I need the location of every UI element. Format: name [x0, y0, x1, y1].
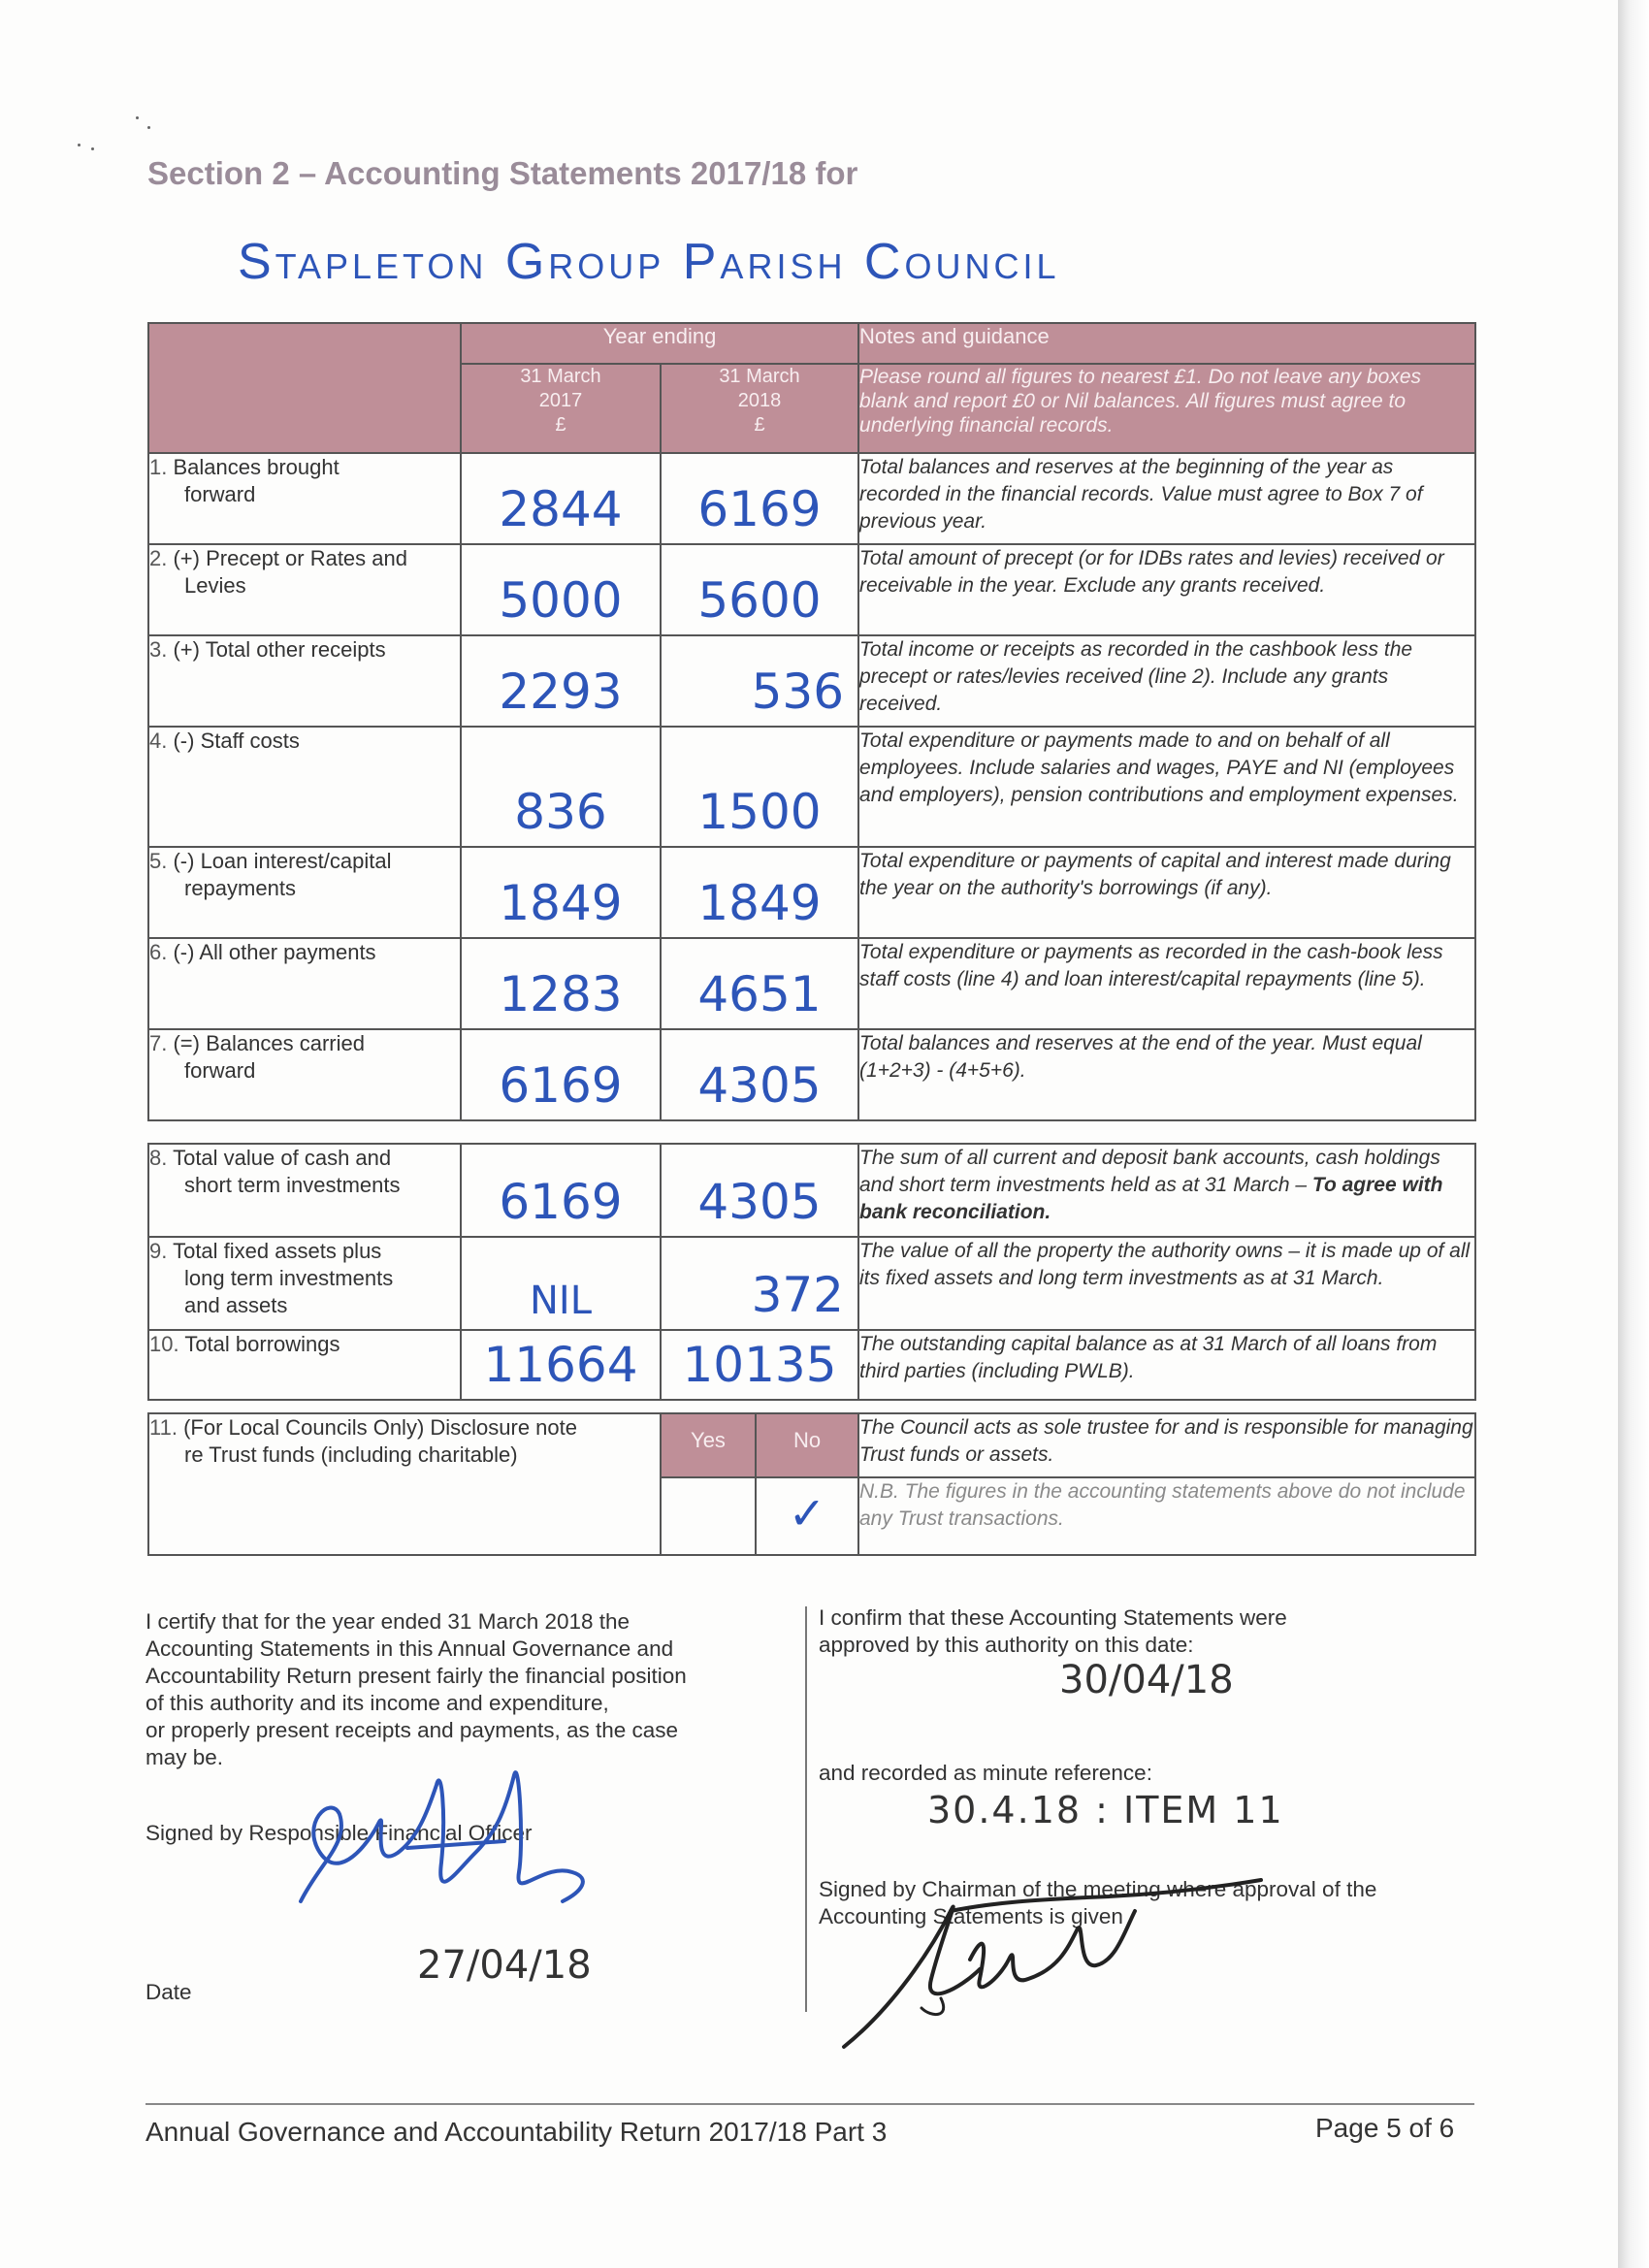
row-note: Total amount of precept (or for IDBs rates and levies) received or receivable in the year. Exclude any grants received. — [858, 544, 1475, 635]
row-note: Total balances and reserves at the end of the year. Must equal (1+2+3) - (4+5+6). — [858, 1029, 1475, 1120]
row-label — [148, 727, 461, 847]
council-name: Stapleton Group Parish Council — [238, 234, 1060, 290]
value-2018 — [661, 544, 858, 635]
value-2017 — [461, 938, 661, 1029]
value-text: 2293 — [499, 664, 623, 720]
value-2018 — [661, 1144, 858, 1237]
value-text: 5600 — [697, 572, 822, 629]
rfo-date-value: 27/04/18 — [417, 1943, 592, 1988]
rfo-signature — [281, 1756, 611, 1930]
row-note: Total income or receipts as recorded in the cashbook less the precept or rates/levies received (line 2). Include any grants received. — [858, 635, 1475, 727]
row-label-text: forward — [184, 1058, 256, 1083]
row-note: Total expenditure or payments made to and on behalf of all employees. Include salaries and wages, PAYE and NI (employees and employers), pension contributions and employment expenses. — [858, 727, 1475, 847]
table-row — [148, 1237, 1475, 1330]
table-row — [148, 727, 1475, 847]
row-label — [148, 1237, 461, 1330]
row-label-text: (+) Total other receipts — [173, 637, 386, 662]
row-number: 2. — [149, 546, 168, 570]
value-2017 — [461, 635, 661, 727]
row-note: The outstanding capital balance as at 31 March of all loans from third parties (including PWLB). — [858, 1330, 1475, 1400]
row-label — [148, 544, 461, 635]
row-note: Total expenditure or payments as recorded in the cash-book less staff costs (line 4) and loan interest/capital repayments (line 5). — [858, 938, 1475, 1029]
row-note-bold: To agree with bank reconciliation. — [859, 1174, 1443, 1223]
value-2018 — [661, 1330, 858, 1400]
value-text: 2844 — [499, 481, 623, 537]
row-note: Total balances and reserves at the beginning of the year as recorded in the financial records. Value must agree to Box 7 of previous year. — [858, 453, 1475, 544]
row-label — [148, 1144, 461, 1237]
trust-yes-header: Yes — [661, 1413, 756, 1477]
trust-note: The Council acts as sole trustee for and is responsible for managing Trust funds or assets. — [858, 1413, 1475, 1477]
row-label — [148, 938, 461, 1029]
trust-label — [148, 1413, 661, 1555]
rfo-signed-label: Signed by Responsible Financial Officer — [146, 1821, 533, 1845]
row-label-text: (=) Balances carried — [173, 1031, 365, 1055]
row-label-text: Total value of cash and — [173, 1146, 392, 1170]
value-2018 — [661, 727, 858, 847]
value-2018 — [661, 938, 858, 1029]
value-2017 — [461, 544, 661, 635]
row-number: 11. — [149, 1415, 178, 1440]
value-text: 5000 — [499, 572, 623, 629]
table-row — [148, 1144, 1475, 1237]
row-number: 5. — [149, 849, 168, 873]
certification-line: of this authority and its income and expenditure, — [146, 1691, 609, 1715]
header-col-2017-line1: 31 March — [520, 366, 601, 387]
header-year-ending: Year ending — [461, 323, 858, 364]
value-text: 1500 — [697, 784, 822, 840]
header-col-2017 — [461, 364, 661, 453]
date-label: Date — [146, 1980, 192, 2004]
certification-line: may be. — [146, 1745, 224, 1769]
trust-nb-note: N.B. The figures in the accounting statements above do not include any Trust transactions. — [858, 1477, 1475, 1555]
scan-edge — [1618, 0, 1649, 2268]
row-number: 10. — [149, 1332, 179, 1356]
row-label-text: forward — [184, 482, 256, 506]
row-label-text: (-) Loan interest/capital — [173, 849, 392, 873]
value-2017 — [461, 1144, 661, 1237]
value-text: 372 — [751, 1267, 844, 1323]
row-number: 7. — [149, 1031, 168, 1055]
table-row — [148, 938, 1475, 1029]
row-note — [858, 1144, 1475, 1237]
page-number: Page 5 of 6 — [1315, 2113, 1455, 2143]
value-text: 4305 — [697, 1057, 822, 1114]
table-row — [148, 847, 1475, 938]
row-label-text: Balances brought — [173, 455, 340, 479]
rfo-certification — [146, 1608, 766, 1771]
table-row — [148, 1029, 1475, 1120]
value-text: 6169 — [499, 1057, 623, 1114]
scan-speck — [136, 116, 139, 119]
value-2017 — [461, 727, 661, 847]
certification-line: Accountability Return present fairly the financial position — [146, 1664, 687, 1688]
row-note: Total expenditure or payments of capital and interest made during the year on the authority's borrowings (if any). — [858, 847, 1475, 938]
scan-speck — [91, 147, 94, 150]
row-number: 6. — [149, 940, 168, 964]
row-note-text: The sum of all current and deposit bank accounts, cash holdings and short term investments held as at 31 March – — [859, 1147, 1440, 1196]
certification-line: or properly present receipts and payments, as the case — [146, 1718, 679, 1742]
trust-no-checkmark-icon: ✓ — [756, 1477, 858, 1555]
table-row — [148, 1330, 1475, 1400]
accounting-statements-table — [147, 322, 1476, 1121]
table-row — [148, 453, 1475, 544]
row-number: 3. — [149, 637, 168, 662]
header-col-2018 — [661, 364, 858, 453]
row-label — [148, 1330, 461, 1400]
trust-no-header: No — [756, 1413, 858, 1477]
row-label-text: long term investments — [184, 1266, 394, 1290]
header-col-2018-line1: 31 March — [719, 366, 800, 387]
value-2017 — [461, 1029, 661, 1120]
table-row — [148, 635, 1475, 727]
confirmation-line: I confirm that these Accounting Statements were — [819, 1605, 1287, 1630]
row-label — [148, 453, 461, 544]
confirmation-line: approved by this authority on this date: — [819, 1633, 1194, 1657]
chairman-signed-line: Signed by Chairman of the meeting where approval of the — [819, 1877, 1377, 1901]
header-col-2017-line2: 2017 — [538, 390, 583, 411]
signature-divider — [805, 1606, 807, 2012]
row-number: 1. — [149, 455, 168, 479]
certification-line: I certify that for the year ended 31 March 2018 the — [146, 1609, 630, 1634]
chairman-signature — [834, 1872, 1290, 2057]
section-title: Section 2 – Accounting Statements 2017/18 for — [147, 155, 858, 191]
value-text: 1849 — [697, 875, 822, 931]
row-label — [148, 635, 461, 727]
scan-speck — [147, 126, 150, 129]
footer-title: Annual Governance and Accountability Return 2017/18 Part 3 — [146, 2117, 888, 2147]
value-2018 — [661, 635, 858, 727]
value-text: 4651 — [697, 966, 822, 1022]
row-label-text: (For Local Councils Only) Disclosure note — [183, 1415, 578, 1440]
value-text: 11664 — [483, 1337, 638, 1393]
row-label-text: (-) All other payments — [173, 940, 376, 964]
value-2018 — [661, 453, 858, 544]
value-2017 — [461, 1237, 661, 1330]
value-text: 6169 — [697, 481, 822, 537]
trust-funds-table — [147, 1412, 1476, 1556]
row-number: 4. — [149, 729, 168, 753]
row-number: 8. — [149, 1146, 168, 1170]
approval-confirmation — [819, 1604, 1287, 1659]
row-label — [148, 847, 461, 938]
value-text: 1849 — [499, 875, 623, 931]
value-2017 — [461, 847, 661, 938]
row-number: 9. — [149, 1239, 168, 1263]
scan-speck — [78, 144, 81, 146]
row-label-text: short term investments — [184, 1173, 401, 1197]
row-label-text: and assets — [184, 1293, 288, 1317]
header-blank-cell — [148, 323, 461, 453]
certification-line: Accounting Statements in this Annual Governance and — [146, 1636, 674, 1661]
row-label-text: Total borrowings — [184, 1332, 340, 1356]
footer-rule — [146, 2103, 1474, 2105]
row-label-text: (+) Precept or Rates and — [173, 546, 407, 570]
value-2018 — [661, 1029, 858, 1120]
chairman-signed-line: Accounting Statements is given — [819, 1904, 1123, 1928]
value-2017 — [461, 1330, 661, 1400]
value-text: 536 — [751, 664, 845, 720]
value-2018 — [661, 847, 858, 938]
value-text: 10135 — [682, 1337, 837, 1393]
assets-borrowings-table — [147, 1143, 1476, 1401]
row-label-text: re Trust funds (including charitable) — [184, 1442, 518, 1467]
table-row — [148, 544, 1475, 635]
minute-reference-value: 30.4.18 : ITEM 11 — [927, 1789, 1284, 1831]
minute-reference-label: and recorded as minute reference: — [819, 1761, 1152, 1785]
row-label — [148, 1029, 461, 1120]
value-text: 1283 — [499, 966, 623, 1022]
row-label-text: Total fixed assets plus — [173, 1239, 382, 1263]
approval-date-value: 30/04/18 — [1059, 1658, 1234, 1702]
header-col-2018-line2: 2018 — [737, 390, 782, 411]
row-label-text: Levies — [184, 573, 246, 598]
header-guidance: Please round all figures to nearest £1. Do not leave any boxes blank and report £0 or Nil balances. All figures must agree to underlying financial records. — [858, 364, 1475, 453]
row-label-text: (-) Staff costs — [173, 729, 300, 753]
value-text: NIL — [529, 1279, 592, 1323]
row-note: The value of all the property the authority owns – it is made up of all its fixed assets and long term investments as at 31 March. — [858, 1237, 1475, 1330]
value-text: 836 — [514, 784, 607, 840]
trust-yes-box — [661, 1477, 756, 1555]
value-text: 6169 — [499, 1174, 623, 1230]
value-2018 — [661, 1237, 858, 1330]
header-col-2017-line3: £ — [555, 414, 566, 436]
header-notes: Notes and guidance — [858, 323, 1475, 364]
row-label-text: repayments — [184, 876, 296, 900]
value-text: 4305 — [697, 1174, 822, 1230]
header-col-2018-line3: £ — [754, 414, 765, 436]
value-2017 — [461, 453, 661, 544]
